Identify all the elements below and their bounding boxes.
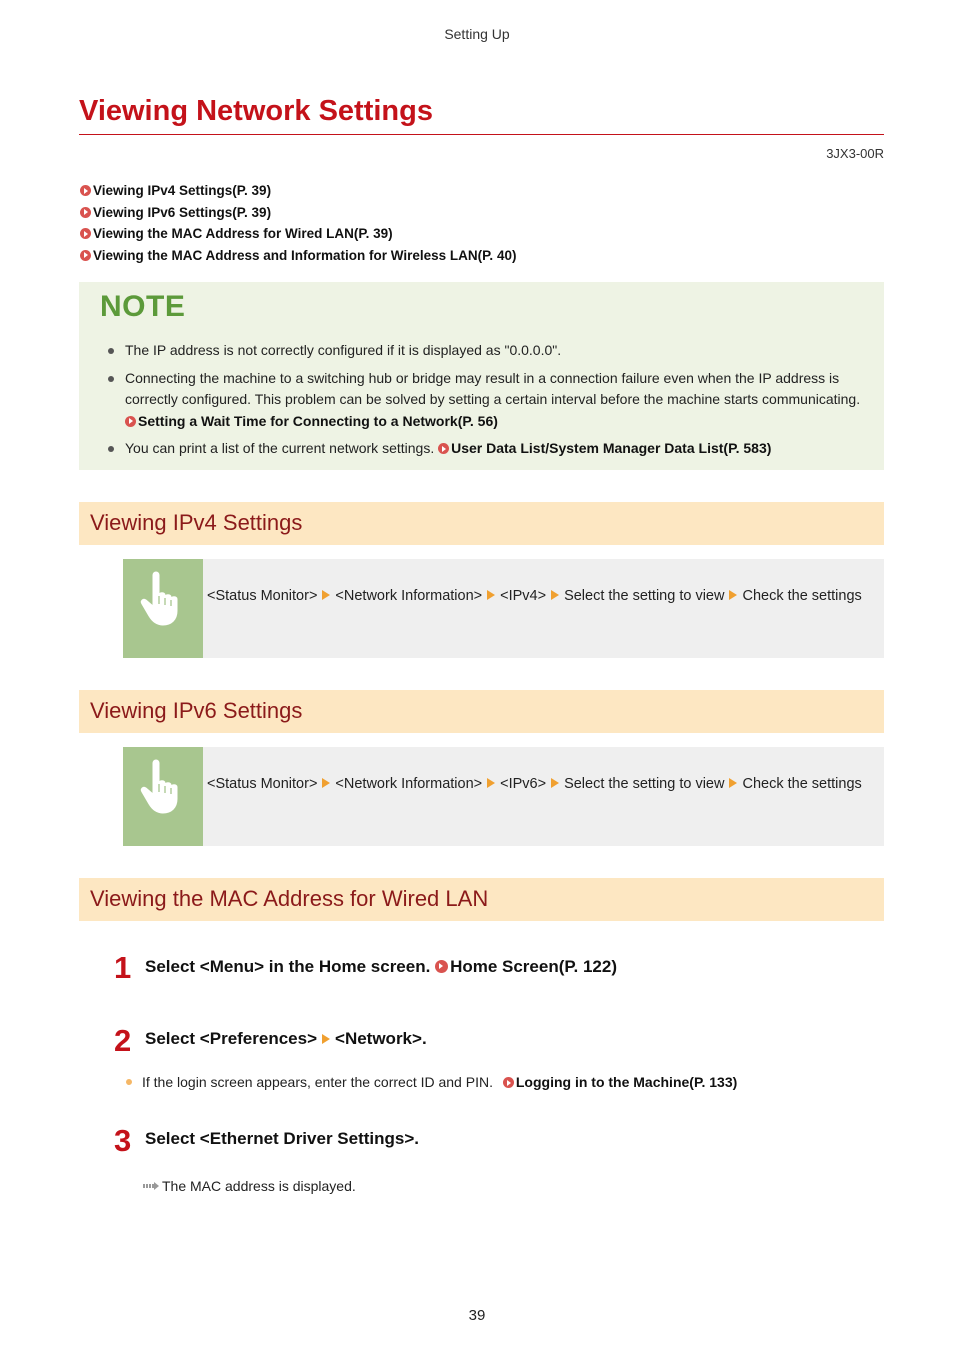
touch-panel bbox=[123, 747, 203, 846]
note-item: You can print a list of the current network settings. User Data List/System Manager Data List(P. 583) bbox=[108, 438, 863, 460]
hand-tap-icon bbox=[139, 571, 187, 631]
document-code: 3JX3-00R bbox=[826, 146, 884, 161]
ipv6-procedure: <Status Monitor> <Network Information> <IPv6> Select the setting to view Check the settings bbox=[207, 776, 862, 792]
note-list bbox=[108, 340, 863, 466]
ipv4-procedure: <Status Monitor> <Network Information> <IPv4> Select the setting to view Check the settings bbox=[207, 588, 862, 604]
link-arrow-icon bbox=[80, 228, 91, 239]
next-arrow-icon bbox=[551, 778, 559, 788]
section-title: Viewing IPv6 Settings bbox=[90, 698, 303, 723]
ipv6-procedure-box bbox=[123, 747, 884, 846]
next-arrow-icon bbox=[487, 590, 495, 600]
home-screen-link[interactable]: Home Screen(P. 122) bbox=[435, 957, 617, 976]
wait-time-link[interactable]: Setting a Wait Time for Connecting to a Network(P. 56) bbox=[125, 413, 498, 429]
step-1-instruction: Select <Menu> in the Home screen. Home Screen(P. 122) bbox=[145, 957, 617, 976]
table-of-contents bbox=[80, 180, 516, 266]
link-arrow-icon bbox=[438, 443, 449, 454]
link-arrow-icon bbox=[80, 207, 91, 218]
touch-panel bbox=[123, 559, 203, 658]
ipv4-procedure-box bbox=[123, 559, 884, 658]
next-arrow-icon bbox=[322, 590, 330, 600]
bullet-icon bbox=[108, 446, 114, 452]
section-ipv4-header bbox=[79, 502, 884, 545]
running-header: Setting Up bbox=[444, 26, 510, 42]
step-2-note: If the login screen appears, enter the correct ID and PIN. Logging in to the Machine(P. 133) bbox=[126, 1074, 737, 1090]
link-arrow-icon bbox=[503, 1077, 514, 1088]
toc-link-mac-wired[interactable]: Viewing the MAC Address for Wired LAN(P. 39) bbox=[80, 223, 516, 245]
link-arrow-icon bbox=[435, 960, 448, 973]
section-ipv6-header bbox=[79, 690, 884, 733]
next-arrow-icon bbox=[487, 778, 495, 788]
toc-link-mac-wireless[interactable]: Viewing the MAC Address and Information for Wireless LAN(P. 40) bbox=[80, 245, 516, 267]
login-link[interactable]: Logging in to the Machine(P. 133) bbox=[503, 1074, 737, 1090]
step-number: 1 bbox=[114, 950, 132, 985]
note-item: The IP address is not correctly configured if it is displayed as "0.0.0.0". bbox=[108, 340, 863, 362]
bullet-icon bbox=[108, 348, 114, 354]
page-number: 39 bbox=[468, 1307, 486, 1324]
link-arrow-icon bbox=[80, 250, 91, 261]
step-2-instruction: Select <Preferences> <Network>. bbox=[145, 1029, 427, 1048]
next-arrow-icon bbox=[729, 590, 737, 600]
title-rule bbox=[79, 134, 884, 135]
section-title: Viewing IPv4 Settings bbox=[90, 510, 303, 535]
note-title: NOTE bbox=[100, 290, 186, 323]
next-arrow-icon bbox=[322, 1034, 330, 1044]
result-arrow-icon bbox=[143, 1177, 159, 1185]
section-mac-header bbox=[79, 878, 884, 921]
page-title: Viewing Network Settings bbox=[79, 95, 433, 127]
link-arrow-icon bbox=[80, 185, 91, 196]
bullet-icon bbox=[126, 1079, 132, 1085]
link-arrow-icon bbox=[125, 416, 136, 427]
step-number: 2 bbox=[114, 1023, 132, 1058]
note-item: Connecting the machine to a switching hub or bridge may result in a connection failure even when the IP address is correctly configured. This problem can be solved by setting a certain interval before the machine starts communicating. Setting a Wait Time for Connecting to a Network(P. 56) bbox=[108, 368, 863, 433]
step-3-result: The MAC address is displayed. bbox=[143, 1177, 356, 1194]
step-3-instruction: Select <Ethernet Driver Settings>. bbox=[145, 1129, 419, 1148]
bullet-icon bbox=[108, 376, 114, 382]
next-arrow-icon bbox=[551, 590, 559, 600]
section-title: Viewing the MAC Address for Wired LAN bbox=[90, 886, 489, 911]
data-list-link[interactable]: User Data List/System Manager Data List(P. 583) bbox=[438, 440, 771, 456]
next-arrow-icon bbox=[322, 778, 330, 788]
toc-link-ipv6[interactable]: Viewing IPv6 Settings(P. 39) bbox=[80, 202, 516, 224]
step-number: 3 bbox=[114, 1123, 132, 1158]
next-arrow-icon bbox=[729, 778, 737, 788]
hand-tap-icon bbox=[139, 759, 187, 819]
toc-link-ipv4[interactable]: Viewing IPv4 Settings(P. 39) bbox=[80, 180, 516, 202]
